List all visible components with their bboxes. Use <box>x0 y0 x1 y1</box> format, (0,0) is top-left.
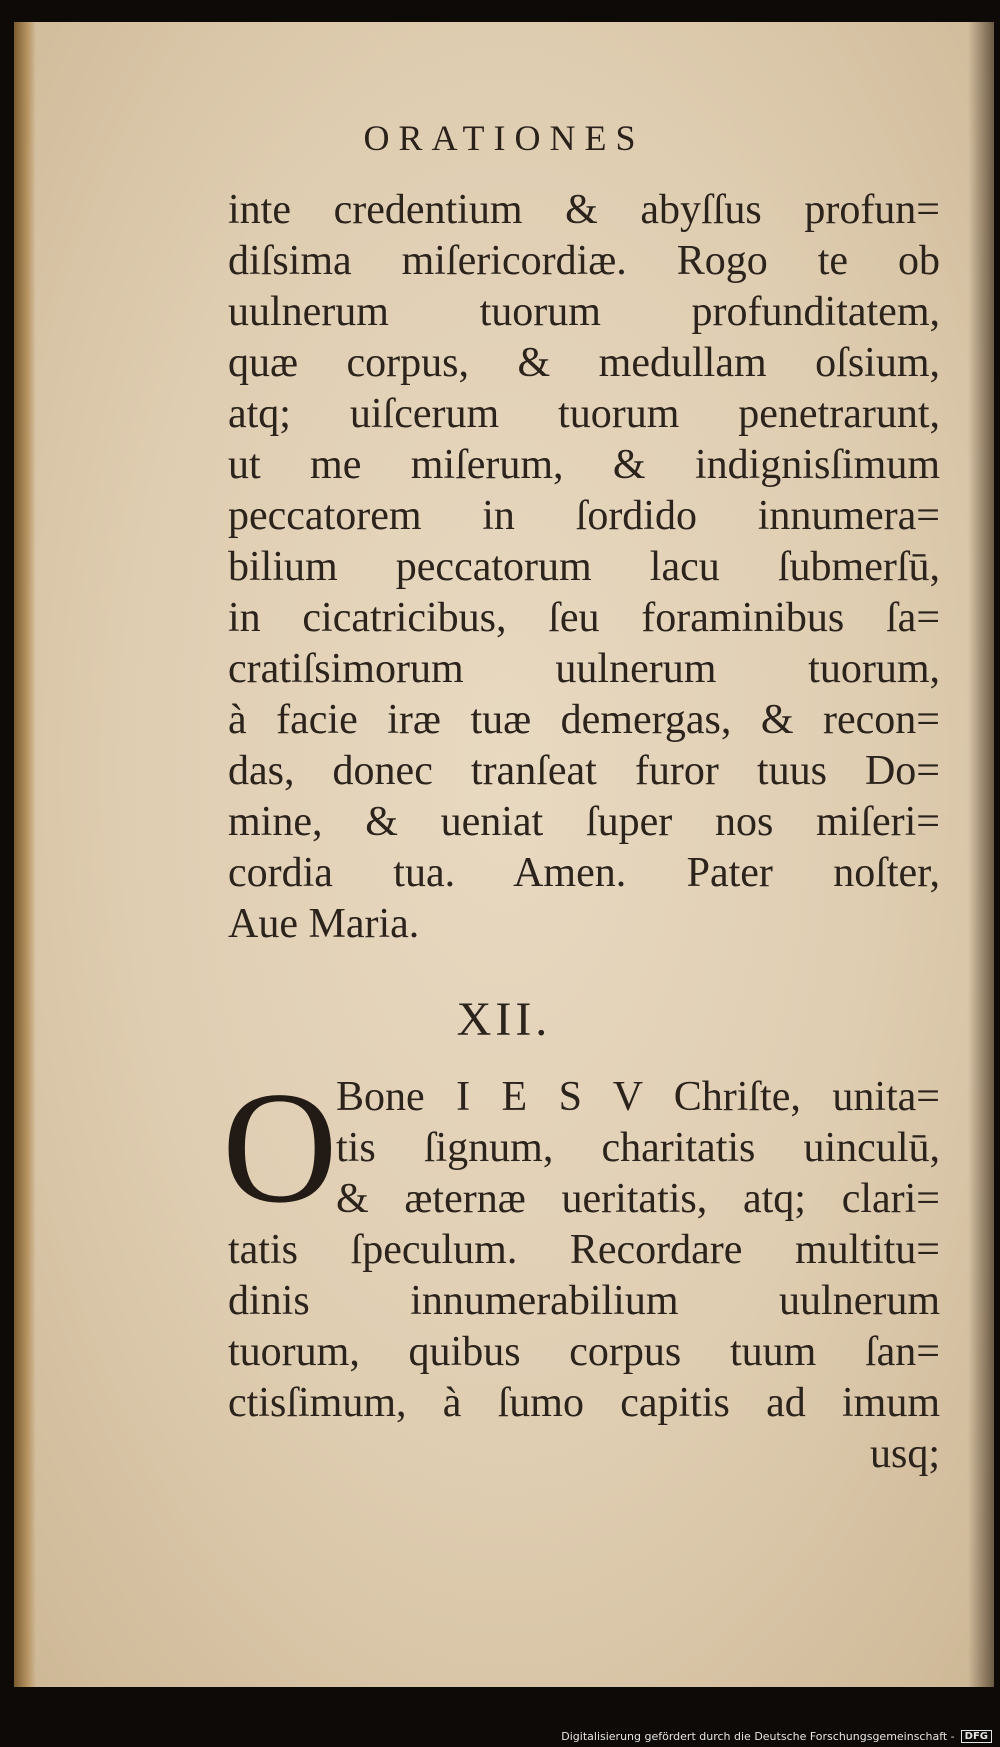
text-line: tatis ſpeculum. Recordare multitu= <box>228 1227 940 1273</box>
running-head: ORATIONES <box>363 118 645 158</box>
text-line: in cicatricibus, ſeu foraminibus ſa= <box>228 595 940 641</box>
text-line: & æternæ ueritatis, atq; clari= <box>336 1176 940 1222</box>
section-number: XII. <box>456 993 552 1046</box>
text-line: quæ corpus, & medullam oſsium, <box>228 340 940 386</box>
text-line: das, donec tranſeat furor tuus Do= <box>228 748 940 794</box>
text-line: tuorum, quibus corpus tuum ſan= <box>228 1329 940 1375</box>
text-line: dinis innumerabilium uulnerum <box>228 1278 940 1324</box>
text-line: cratiſsimorum uulnerum tuorum, <box>228 646 940 692</box>
text-line: inte credentium & abyſſus profun= <box>228 187 940 233</box>
text-line: à facie iræ tuæ demergas, & recon= <box>228 697 940 743</box>
text-line: tis ſignum, charitatis uinculū, <box>336 1125 940 1171</box>
text-line: bilium peccatorum lacu ſubmerſū, <box>228 544 940 590</box>
text-line: peccatorem in ſordido innumera= <box>228 493 940 539</box>
catchword: usq; <box>869 1431 940 1477</box>
text-line: mine, & ueniat ſuper nos miſeri= <box>228 799 940 845</box>
book-page <box>14 22 994 1687</box>
footer-credit: Digitalisierung gefördert durch die Deutsche Forschungsgemeinschaft - <box>561 1729 955 1743</box>
text-line: Aue Maria. <box>228 901 420 947</box>
text-line: uulnerum tuorum profunditatem, <box>228 289 940 335</box>
text-line: ctisſimum, à ſumo capitis ad imum <box>228 1380 940 1426</box>
text-line: diſsima miſericordiæ. Rogo te ob <box>228 238 940 284</box>
text-line: ut me miſerum, & indignisſimum <box>228 442 940 488</box>
prayer-text-indented <box>336 1072 940 1225</box>
dfg-logo-icon: DFG <box>961 1730 992 1743</box>
digitization-footer <box>0 1725 1000 1747</box>
prayer-text-block <box>228 185 940 950</box>
prayer-text-block <box>228 1225 940 1480</box>
drop-cap-initial: O <box>222 1058 338 1236</box>
text-line: cordia tua. Amen. Pater noſter, <box>228 850 940 896</box>
text-line: atq; uiſcerum tuorum penetrarunt, <box>228 391 940 437</box>
text-line: Bone I E S V Chriſte, unita= <box>336 1074 940 1120</box>
